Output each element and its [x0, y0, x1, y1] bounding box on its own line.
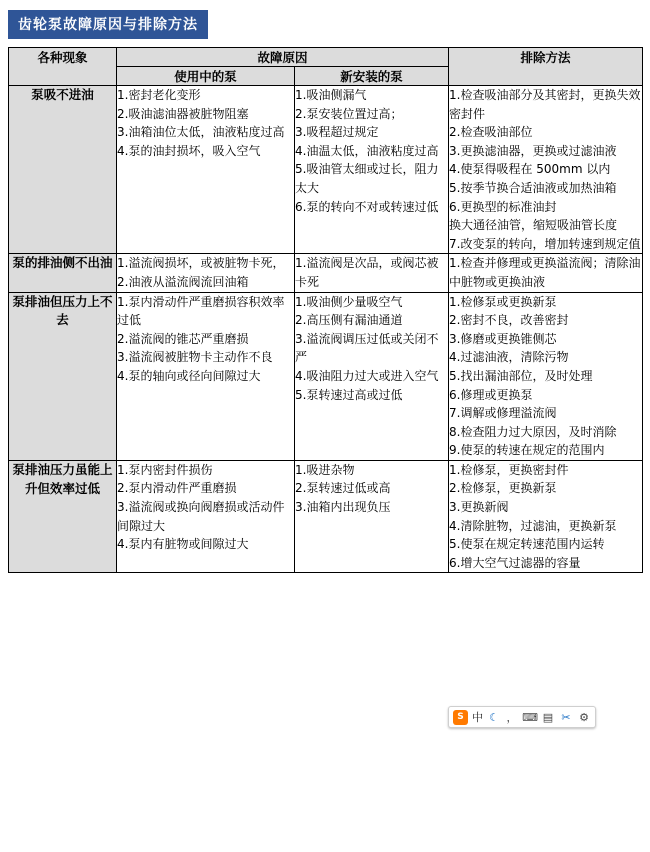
- remedy-line: 2.检修泵，更换新泵: [449, 481, 557, 496]
- cause-line: 1.泵内滑动件严重磨损容积效率过低: [117, 294, 285, 328]
- clipboard-icon[interactable]: ▤: [542, 710, 554, 724]
- remedy-line: 5.使泵在规定转速范围内运转: [449, 537, 605, 552]
- row-cause-in-use: [117, 254, 295, 292]
- cause-line: 3.油箱油位太低，油液粘度过高: [117, 125, 285, 140]
- cause-line: 3.吸程超过规定: [295, 125, 379, 140]
- cause-line: 1.密封老化变形: [117, 88, 201, 102]
- cause-line: 1.溢流阀是次品，或阀芯被卡死: [295, 256, 439, 289]
- cause-line: 4.油温太低，油液粘度过高: [295, 143, 439, 158]
- cause-line: 2.泵内滑动件严重磨损: [117, 481, 237, 496]
- header-cause-group: 故障原因: [117, 48, 449, 67]
- cause-line: 2.高压侧有漏油通道: [295, 313, 403, 328]
- cause-line: 1.溢流阀损坏，或被脏物卡死，2.油液从溢流阀流回油箱: [117, 256, 285, 289]
- header-cause-new: 新安装的泵: [295, 67, 449, 86]
- cause-line: 1.泵内密封件损伤: [117, 462, 213, 477]
- remedy-line: 换大通径油管，缩短吸油管长度: [449, 218, 618, 233]
- ime-floating-toolbar[interactable]: [448, 706, 596, 728]
- row-phenomenon: 泵吸不进油: [9, 86, 117, 254]
- remedy-line: 7.改变泵的转向，增加转速到规定值: [449, 236, 641, 251]
- cause-line: 2.吸油滤油器被脏物阻塞: [117, 106, 249, 121]
- remedy-line: 4.清除脏物，过滤油，更换新泵: [449, 518, 617, 533]
- remedy-line: 6.增大空气过滤器的容量: [449, 555, 581, 570]
- remedy-line: 1.检修泵或更换新泵: [449, 294, 557, 309]
- row-remedy: [449, 292, 643, 460]
- row-phenomenon: 泵排油但压力上不去: [9, 292, 117, 460]
- remedy-line: 6.修理或更换泵: [449, 387, 533, 402]
- cause-line: 1.吸油侧少量吸空气: [295, 294, 403, 309]
- remedy-line: 7.调解或修理溢流阀: [449, 406, 557, 421]
- table-row: [9, 254, 643, 292]
- cause-line: 2.泵转速过低或高: [295, 481, 391, 496]
- row-cause-new: [295, 460, 449, 573]
- cause-line: 4.泵的油封损坏，吸入空气: [117, 143, 261, 158]
- table-header-row-1: [9, 48, 643, 67]
- cause-line: 3.溢流阀或换向阀磨损或活动件间隙过大: [117, 500, 285, 533]
- header-remedy: 排除方法: [449, 48, 643, 86]
- remedy-line: 5.按季节换合适油液或加热油箱: [449, 180, 617, 195]
- remedy-line: 1.检查并修理或更换溢流阀；清除油中脏物或更换油液: [449, 256, 641, 289]
- remedy-line: 4.过滤油液，清除污物: [449, 350, 569, 365]
- cause-line: 4.泵的轴向或径向间隙过大: [117, 368, 261, 383]
- row-phenomenon: 泵的排油侧不出油: [9, 254, 117, 292]
- cause-line: 1.吸油侧漏气: [295, 88, 367, 102]
- cause-line: 3.油箱内出现负压: [295, 500, 391, 515]
- row-cause-in-use: [117, 86, 295, 254]
- remedy-line: 2.检查吸油部位: [449, 125, 533, 140]
- remedy-line: 1.检查吸油部分及其密封，更换失效密封件: [449, 88, 641, 121]
- table-row: [9, 460, 643, 573]
- remedy-line: 4.使泵得吸程在 500mm 以内: [449, 162, 611, 177]
- header-cause-in-use: 使用中的泵: [117, 67, 295, 86]
- remedy-line: 5.找出漏油部位，及时处理: [449, 368, 593, 383]
- row-cause-new: [295, 292, 449, 460]
- row-cause-new: [295, 86, 449, 254]
- comma-icon[interactable]: ，: [506, 711, 518, 724]
- cause-line: 4.吸油阻力过大或进入空气: [295, 368, 439, 383]
- cause-line: 1.吸进杂物: [295, 462, 355, 477]
- remedy-line: 9.使泵的转速在规定的范围内: [449, 443, 605, 458]
- row-remedy: [449, 86, 643, 254]
- row-phenomenon: 泵排油压力虽能上升但效率过低: [9, 460, 117, 573]
- remedy-line: 3.更换新阀: [449, 500, 509, 515]
- fault-table: [8, 47, 643, 573]
- scissors-icon[interactable]: ✂: [561, 710, 571, 724]
- remedy-line: 6.更换型的标准油封: [449, 199, 557, 214]
- cause-line: 2.溢流阀的锥芯严重磨损: [117, 331, 249, 346]
- cause-line: 3.溢流阀调压过低或关闭不严: [295, 331, 439, 365]
- remedy-line: 1.检修泵，更换密封件: [449, 462, 569, 477]
- cause-line: 3.溢流阀被脏物卡主动作不良: [117, 350, 273, 365]
- ime-mode-label[interactable]: 中: [472, 711, 483, 724]
- moon-icon[interactable]: ☾: [489, 710, 499, 724]
- row-remedy: [449, 460, 643, 573]
- cause-line: 4.泵内有脏物或间隙过大: [117, 537, 249, 552]
- row-cause-in-use: [117, 292, 295, 460]
- cause-line: 2.泵安装位置过高；: [295, 106, 403, 121]
- row-cause-new: [295, 254, 449, 292]
- row-cause-in-use: [117, 460, 295, 573]
- remedy-line: 3.更换滤油器，更换或过滤油液: [449, 143, 617, 158]
- table-body: [9, 86, 643, 573]
- header-phenomenon: 各种现象: [9, 48, 117, 86]
- table-row: [9, 86, 643, 254]
- keyboard-icon[interactable]: ⌨: [522, 710, 538, 724]
- remedy-line: 2.密封不良，改善密封: [449, 313, 569, 328]
- cause-line: 5.吸油管太细或过长，阻力太大: [295, 162, 439, 195]
- cause-line: 5.泵转速过高或过低: [295, 387, 403, 402]
- gear-icon[interactable]: ⚙: [579, 710, 589, 724]
- page-title: 齿轮泵故障原因与排除方法: [8, 10, 208, 39]
- remedy-line: 8.检查阻力过大原因，及时消除: [449, 424, 617, 439]
- remedy-line: 3.修磨或更换锥侧芯: [449, 331, 557, 346]
- table-row: [9, 292, 643, 460]
- sogou-logo-icon[interactable]: S: [453, 710, 468, 725]
- row-remedy: [449, 254, 643, 292]
- cause-line: 6.泵的转向不对或转速过低: [295, 199, 439, 214]
